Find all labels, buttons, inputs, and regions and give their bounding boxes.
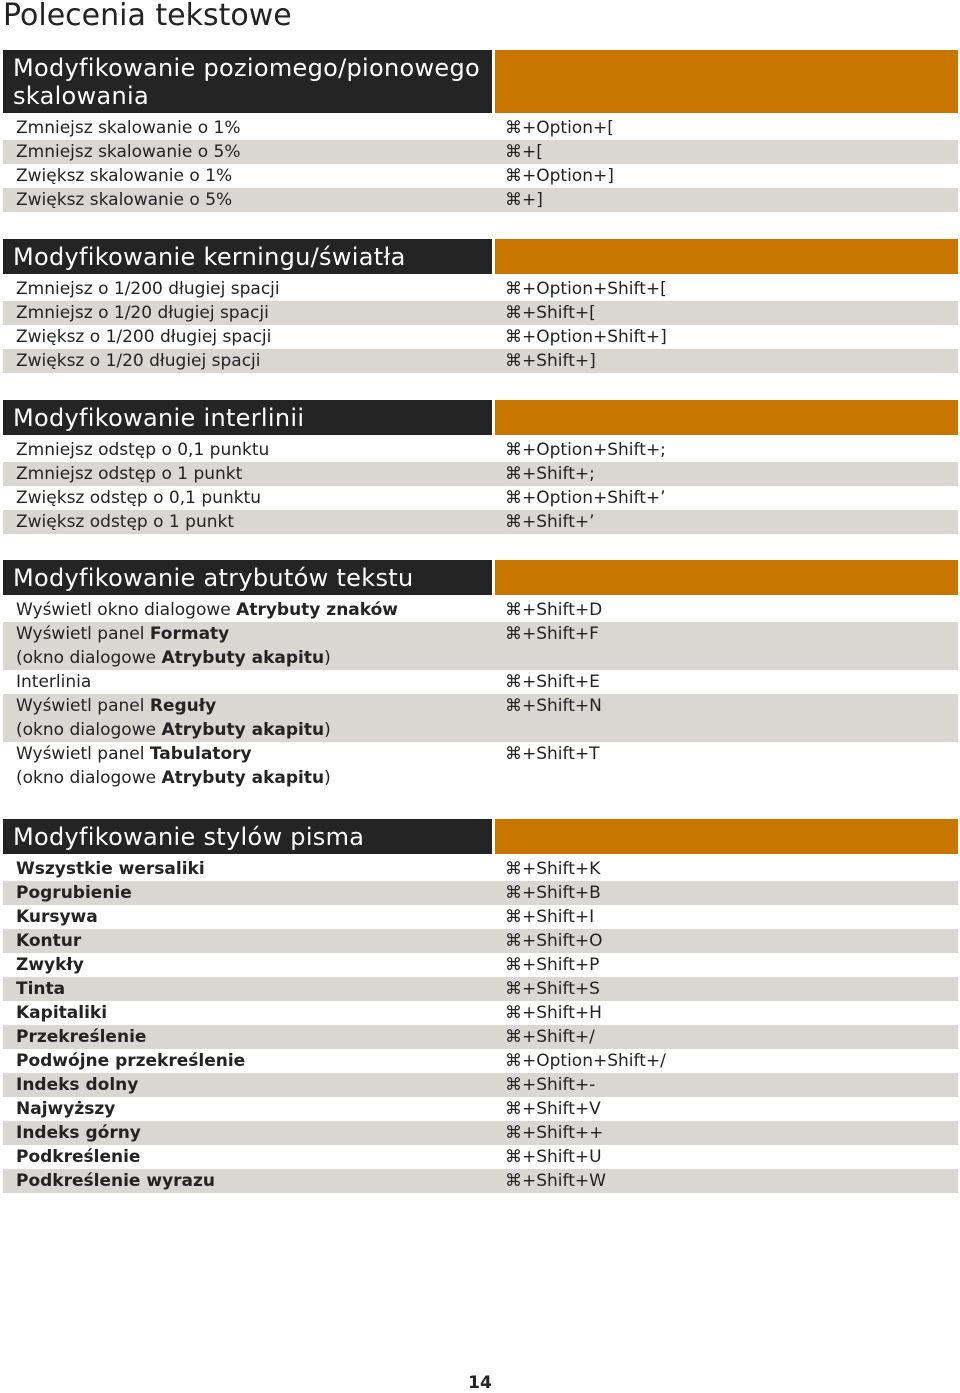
section-header [3,560,958,595]
section-header [3,239,958,274]
shortcut-row [3,277,958,301]
shortcut-description: Wyświetl panel Tabulatory (okno dialogowe Atrybuty akapitu) [16,744,331,788]
shortcut-description: Wyświetl okno dialogowe Atrybuty znaków [16,600,399,620]
shortcut-description: Zwiększ skalowanie o 5% [16,190,233,210]
shortcut-description: Indeks górny [16,1123,141,1143]
shortcut-row [3,953,958,977]
keyboard-shortcut: ⌘+Option+Shift+] [505,327,667,347]
shortcut-description: Zmniejsz o 1/20 długiej spacji [16,303,269,323]
shortcut-description: Zwykły [16,955,84,975]
keyboard-shortcut: ⌘+Shift+F [505,624,599,644]
shortcut-row [3,1049,958,1073]
keyboard-shortcut: ⌘+Shift+[ [505,303,596,323]
keyboard-shortcut: ⌘+Shift+; [505,464,595,484]
keyboard-shortcut: ⌘+] [505,190,543,210]
shortcut-row [3,1169,958,1193]
keyboard-shortcut: ⌘+Option+Shift+[ [505,279,667,299]
page-number: 14 [468,1373,492,1393]
shortcut-description: Podkreślenie wyrazu [16,1171,216,1191]
keyboard-shortcut: ⌘+Shift+P [505,955,600,975]
shortcut-row [3,670,958,694]
section-accent-bar [495,50,958,113]
shortcut-description: Tinta [16,979,66,999]
section-text-attributes [3,560,958,790]
shortcut-list [3,116,958,212]
shortcut-description: Zmniejsz o 1/200 długiej spacji [16,279,280,299]
shortcut-row [3,486,958,510]
shortcut-row [3,1025,958,1049]
shortcut-description: Zwiększ odstęp o 0,1 punktu [16,488,261,508]
section-accent-bar [495,819,958,854]
section-kerning [3,239,958,373]
keyboard-shortcut: ⌘+Shift+B [505,883,601,903]
shortcut-row [3,742,958,790]
section-title: Modyfikowanie kerningu/światła [3,239,492,274]
keyboard-shortcut: ⌘+Shift+W [505,1171,606,1191]
section-type-styles [3,819,958,1193]
keyboard-shortcut: ⌘+Shift+U [505,1147,602,1167]
shortcut-row [3,905,958,929]
shortcut-row [3,462,958,486]
shortcut-row [3,1073,958,1097]
keyboard-shortcut: ⌘+[ [505,142,543,162]
shortcut-list [3,598,958,790]
shortcut-row [3,325,958,349]
shortcut-description: Podwójne przekreślenie [16,1051,246,1071]
shortcut-description: Przekreślenie [16,1027,147,1047]
shortcut-description: Wyświetl panel Formaty (okno dialogowe Atrybuty akapitu) [16,624,331,668]
shortcut-row [3,140,958,164]
section-title: Modyfikowanie stylów pisma [3,819,492,854]
shortcut-list [3,438,958,534]
shortcut-description: Pogrubienie [16,883,132,903]
shortcut-description: Zmniejsz odstęp o 0,1 punktu [16,440,270,460]
section-leading [3,400,958,534]
shortcut-row [3,622,958,670]
shortcut-row [3,977,958,1001]
shortcut-description: Kapitaliki [16,1003,108,1023]
keyboard-shortcut: ⌘+Shift+S [505,979,600,999]
section-accent-bar [495,560,958,595]
shortcut-description: Wszystkie wersaliki [16,859,205,879]
shortcut-row [3,188,958,212]
shortcut-row [3,438,958,462]
keyboard-shortcut: ⌘+Shift+N [505,696,602,716]
shortcut-row [3,116,958,140]
shortcut-row [3,164,958,188]
shortcut-description: Indeks dolny [16,1075,139,1095]
keyboard-shortcut: ⌘+Shift+H [505,1003,602,1023]
shortcut-description: Zmniejsz skalowanie o 1% [16,118,241,138]
section-title: Modyfikowanie poziomego/pionowego skalowania [3,50,492,113]
section-title: Modyfikowanie atrybutów tekstu [3,560,492,595]
shortcut-description: Zwiększ odstęp o 1 punkt [16,512,235,532]
keyboard-shortcut: ⌘+Shift+E [505,672,600,692]
shortcut-description: Interlinia [16,672,92,692]
shortcut-row [3,510,958,534]
section-title: Modyfikowanie interlinii [3,400,492,435]
shortcut-row [3,1121,958,1145]
section-header [3,400,958,435]
shortcut-description: Kontur [16,931,82,951]
keyboard-shortcut: ⌘+Option+Shift+’ [505,488,666,508]
keyboard-shortcut: ⌘+Shift+] [505,351,596,371]
shortcut-list [3,857,958,1193]
shortcut-description: Zmniejsz skalowanie o 5% [16,142,241,162]
keyboard-shortcut: ⌘+Option+] [505,166,614,186]
shortcut-row [3,929,958,953]
shortcut-row [3,301,958,325]
keyboard-shortcut: ⌘+Shift+D [505,600,603,620]
shortcut-row [3,1097,958,1121]
keyboard-shortcut: ⌘+Shift++ [505,1123,604,1143]
section-accent-bar [495,239,958,274]
keyboard-shortcut: ⌘+Shift+K [505,859,601,879]
shortcut-description: Zmniejsz odstęp o 1 punkt [16,464,243,484]
shortcut-row [3,881,958,905]
shortcut-description: Zwiększ o 1/20 długiej spacji [16,351,261,371]
keyboard-shortcut: ⌘+Shift+’ [505,512,595,532]
keyboard-shortcut: ⌘+Shift+V [505,1099,601,1119]
keyboard-shortcut: ⌘+Option+[ [505,118,614,138]
shortcut-description: Podkreślenie [16,1147,141,1167]
shortcut-description: Wyświetl panel Reguły (okno dialogowe Atrybuty akapitu) [16,696,331,740]
page-title: Polecenia tekstowe [3,0,292,33]
shortcut-list [3,277,958,373]
keyboard-shortcut: ⌘+Option+Shift+; [505,440,666,460]
shortcut-row [3,857,958,881]
keyboard-shortcut: ⌘+Shift+- [505,1075,596,1095]
keyboard-shortcut: ⌘+Shift+O [505,931,603,951]
shortcut-row [3,349,958,373]
keyboard-shortcut: ⌘+Shift+I [505,907,595,927]
keyboard-shortcut: ⌘+Shift+/ [505,1027,595,1047]
shortcut-row [3,694,958,742]
shortcut-row [3,1145,958,1169]
shortcut-description: Kursywa [16,907,98,927]
shortcut-row [3,1001,958,1025]
keyboard-shortcut: ⌘+Option+Shift+/ [505,1051,666,1071]
section-header [3,50,958,113]
shortcut-description: Najwyższy [16,1099,116,1119]
section-accent-bar [495,400,958,435]
shortcut-row [3,598,958,622]
shortcut-description: Zwiększ o 1/200 długiej spacji [16,327,272,347]
section-scaling [3,50,958,212]
keyboard-shortcut: ⌘+Shift+T [505,744,600,764]
section-header [3,819,958,854]
shortcut-description: Zwiększ skalowanie o 1% [16,166,233,186]
